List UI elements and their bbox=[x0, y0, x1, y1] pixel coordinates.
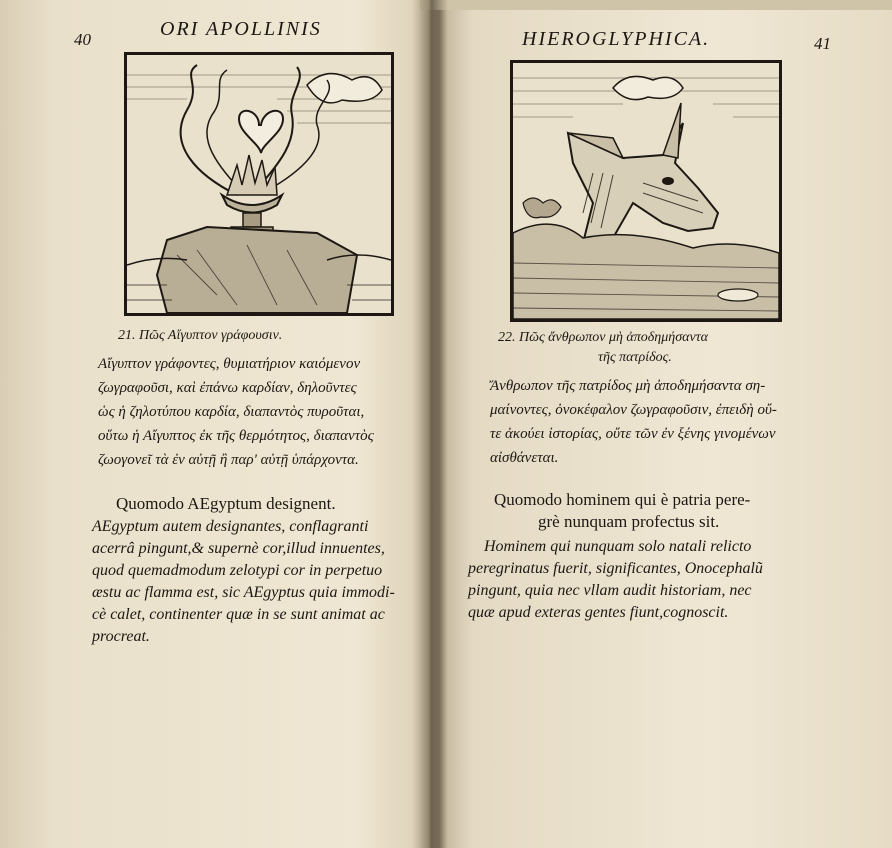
greek-line: Αἴγυπτον γράφοντες, θυμιατήριον καιόμενον bbox=[98, 356, 361, 372]
running-head-right: HIEROGLYPHICA. bbox=[522, 28, 711, 50]
right-page bbox=[440, 0, 892, 848]
latin-line: peregrinatus fuerit, significantes, Onocephalũ bbox=[468, 560, 763, 577]
latin-line: æstu ac flamma est, sic AEgyptus quia immodi- bbox=[92, 584, 395, 601]
greek-line: ζωογονεῖ τὰ ἐν αὐτῇ ἢ παρ' αὐτῇ ὑπάρχοντα. bbox=[98, 452, 359, 468]
running-head-left: ORI APOLLINIS bbox=[160, 18, 322, 40]
latin-line: Hominem qui nunquam solo natali relicto bbox=[484, 538, 752, 555]
latin-line: AEgyptum autem designantes, conflagranti bbox=[92, 518, 369, 535]
latin-title-right-line2: grè nunquam profectus sit. bbox=[538, 512, 720, 531]
latin-line: acerrâ pingunt,& supernè cor,illud innuentes, bbox=[92, 540, 385, 557]
greek-line: αἰσθάνεται. bbox=[490, 450, 559, 466]
latin-title-left: Quomodo AEgyptum designent. bbox=[116, 494, 336, 513]
greek-line: ζωγραφοῦσι, καὶ ἐπάνω καρδίαν, δηλοῦντες bbox=[98, 380, 357, 396]
figure-caption-right-line2: τῆς πατρίδος. bbox=[598, 350, 672, 365]
figure-caption-left: 21. Πῶς Αἴγυπτον γράφουσιν. bbox=[118, 328, 283, 343]
onocephalus-illustration bbox=[513, 63, 779, 319]
latin-line: quæ apud exteras gentes fiunt,cognoscit. bbox=[468, 604, 729, 621]
page-number-left: 40 bbox=[74, 30, 91, 49]
greek-line: οὕτω ἡ Αἴγυπτος ἐκ τῆς θερμότητος, διαπαντὸς bbox=[98, 428, 374, 444]
greek-line: Ἄνθρωπον τῆς πατρίδος μὴ ἀποδημήσαντα ση- bbox=[490, 378, 766, 394]
greek-line: μαίνοντες, ὀνοκέφαλον ζωγραφοῦσιν, ἐπειδὴ οὔ- bbox=[490, 402, 777, 418]
censer-heart-illustration bbox=[127, 55, 391, 313]
latin-line: cè calet, continenter quæ in se sunt animat ac bbox=[92, 606, 385, 623]
greek-line: ὡς ἡ ζηλοτύπου καρδία, διαπαντὸς πυροῦται, bbox=[98, 404, 365, 420]
latin-line: procreat. bbox=[92, 628, 150, 645]
page-number-right: 41 bbox=[814, 34, 831, 53]
latin-title-right-line1: Quomodo hominem qui è patria pere- bbox=[494, 490, 751, 509]
latin-line: quod quemadmodum zelotypi cor in perpetuo bbox=[92, 562, 383, 579]
woodcut-donkey-head bbox=[510, 60, 782, 322]
greek-line: τε ἀκούει ἱστορίας, οὔτε τῶν ἐν ξένης γινομένων bbox=[490, 426, 776, 442]
woodcut-burning-censer bbox=[124, 52, 394, 316]
latin-line: pingunt, quia nec vllam audit historiam, nec bbox=[468, 582, 752, 599]
figure-caption-right-line1: 22. Πῶς ἄνθρωπον μὴ ἀποδημήσαντα bbox=[498, 330, 709, 345]
left-page bbox=[0, 0, 420, 848]
